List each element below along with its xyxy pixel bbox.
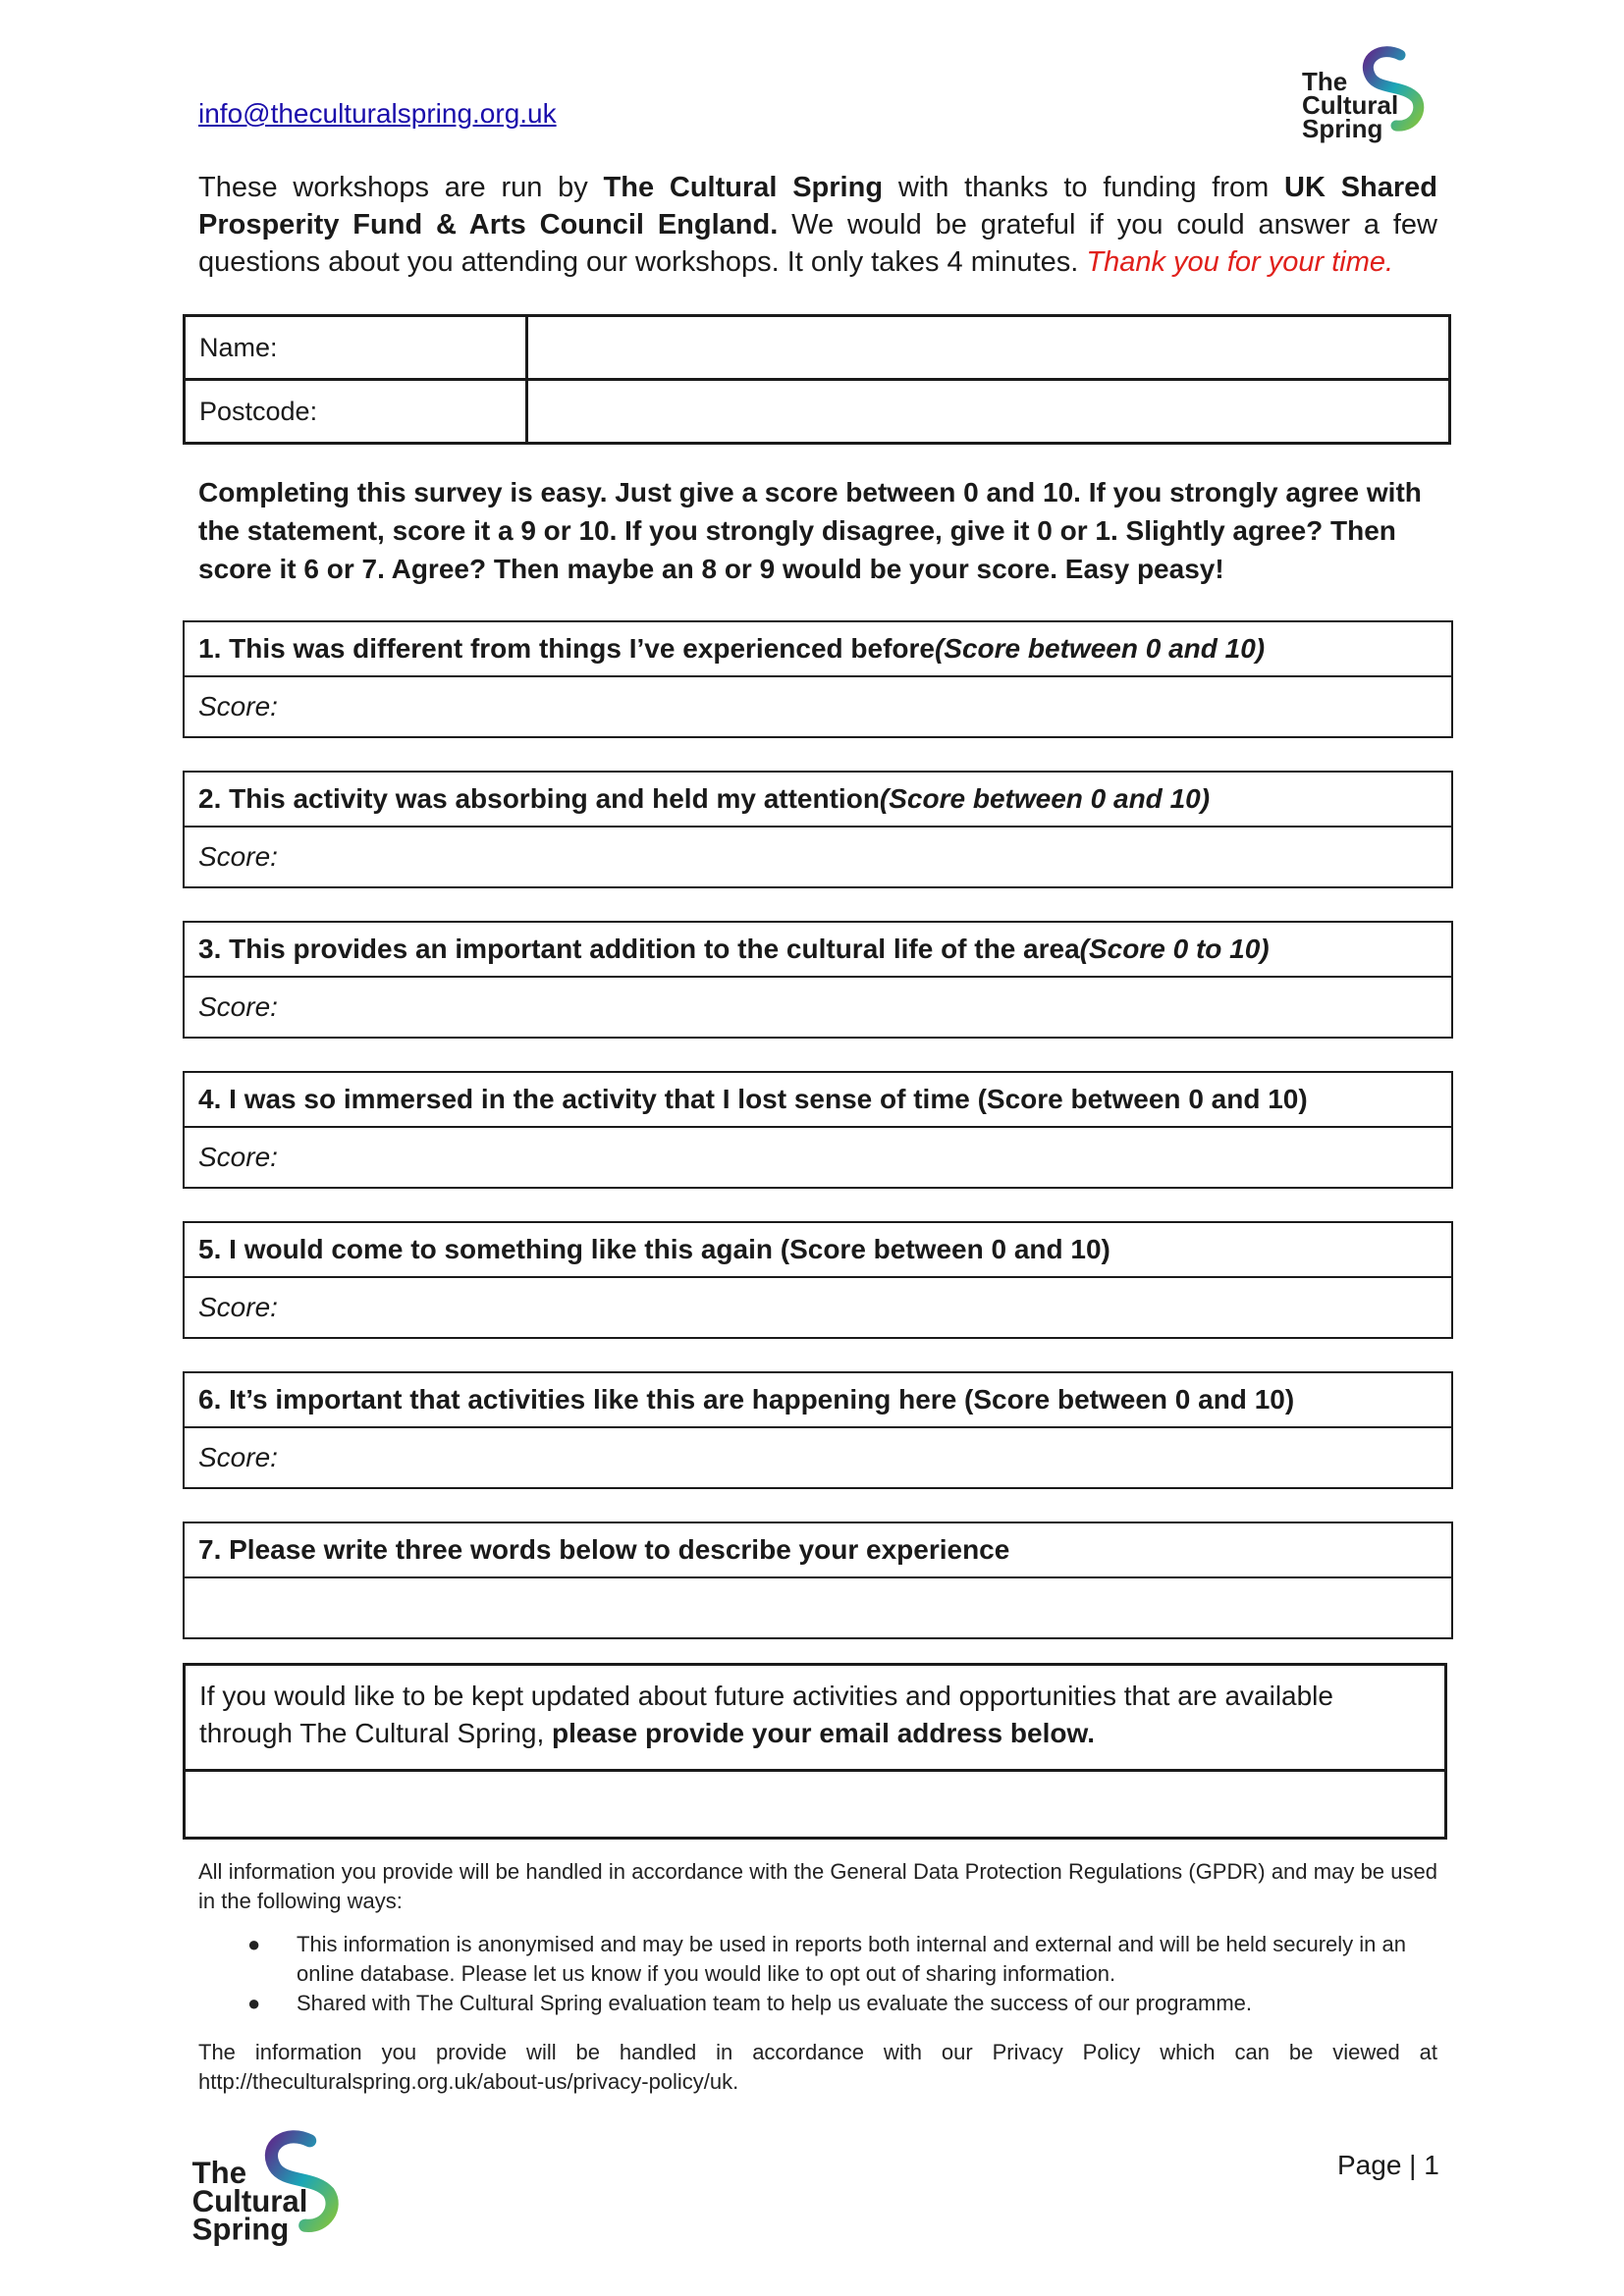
question-1-score-field[interactable]: Score: <box>198 691 278 721</box>
question-5-box <box>183 1221 1453 1339</box>
question-2-score-field[interactable]: Score: <box>198 841 278 872</box>
email-signup-box <box>183 1663 1447 1840</box>
name-row <box>185 316 1450 380</box>
question-5-text: 5. I would come to something like this again (Score between 0 and 10) <box>185 1223 1451 1278</box>
cultural-spring-logo-icon <box>1294 41 1441 149</box>
question-7-answer-field[interactable] <box>185 1578 1451 1637</box>
postcode-label: Postcode: <box>185 380 527 444</box>
logo-line-3: Spring <box>1302 114 1383 143</box>
intro-paragraph <box>198 169 1437 281</box>
question-5-score-field[interactable]: Score: <box>198 1292 278 1322</box>
intro-funders: UK Shared Prosperity Fund & Arts Council England. <box>198 172 1438 240</box>
question-3-text: 3. This provides an important addition to the cultural life of the area (Score 0 to 10) <box>185 923 1451 978</box>
page-number: Page | 1 <box>1337 2150 1439 2180</box>
question-6-score-field[interactable]: Score: <box>198 1442 278 1472</box>
question-7-text: 7. Please write three words below to describe your experience <box>185 1523 1451 1578</box>
footer-logo <box>183 2124 359 2254</box>
question-6-box <box>183 1371 1453 1489</box>
intro-org-name: The Cultural Spring <box>603 172 884 203</box>
cultural-spring-footer-logo-icon <box>183 2124 359 2254</box>
contact-email-link[interactable]: info@theculturalspring.org.uk <box>198 98 557 129</box>
footer-logo-line-2: Cultural <box>191 2183 308 2218</box>
intro-text-3: We would be grateful if you could answer a few questions about you attending our workshops. It only takes 4 minutes. <box>198 209 1437 278</box>
intro-text-2: with thanks to funding from <box>883 172 1285 203</box>
email-address-field[interactable] <box>186 1772 1444 1837</box>
header-logo <box>1294 41 1441 149</box>
question-4-text: 4. I was so immersed in the activity that I lost sense of time (Score between 0 and 10) <box>185 1073 1451 1128</box>
footer-logo-line-3: Spring <box>191 2212 290 2247</box>
email-signup-text: If you would like to be kept updated about future activities and opportunities that are available through The Cultural Spring, please provide your email address below. <box>186 1666 1444 1772</box>
gdpr-bullet-list <box>198 1930 1437 2018</box>
respondent-info-table <box>183 314 1451 445</box>
intro-text-1: These workshops are run by <box>198 172 604 203</box>
footer-logo-line-1: The <box>191 2156 247 2190</box>
postcode-field[interactable] <box>527 380 1450 444</box>
question-4-score-field[interactable]: Score: <box>198 1142 278 1172</box>
question-1-text: 1. This was different from things I’ve experienced before (Score between 0 and 10) <box>185 622 1451 677</box>
gdpr-bullet-1: ● This information is anonymised and may be used in reports both internal and external and will be held securely in an online database. Please let us know if you would like to opt out of sharing information. <box>247 1932 1406 1986</box>
survey-instructions: Completing this survey is easy. Just give a score between 0 and 10. If you strongly agree with the statement, score it a 9 or 10. If you strongly disagree, give it 0 or 1. Slightly agree? Then score it 6 or 7. Agree? Then maybe an 8 or 9 would be your score. Easy peasy! <box>198 477 1422 584</box>
privacy-policy-text: The information you provide will be handled in accordance with our Privacy Policy which can be viewed at http://theculturalspring.org.uk/about-us/privacy-policy/uk. <box>198 2040 1437 2094</box>
question-7-box <box>183 1522 1453 1639</box>
postcode-row <box>185 380 1450 444</box>
question-2-text: 2. This activity was absorbing and held my attention (Score between 0 and 10) <box>185 773 1451 828</box>
question-2-box <box>183 771 1453 888</box>
question-6-text: 6. It’s important that activities like this are happening here (Score between 0 and 10) <box>185 1373 1451 1428</box>
gdpr-intro: All information you provide will be handled in accordance with the General Data Protection Regulations (GPDR) and may be used in the following ways: <box>198 1859 1437 1913</box>
logo-line-2: Cultural <box>1302 90 1399 120</box>
logo-line-1: The <box>1302 67 1348 96</box>
question-4-box <box>183 1071 1453 1189</box>
question-1-box <box>183 620 1453 738</box>
name-label: Name: <box>185 316 527 380</box>
question-3-score-field[interactable]: Score: <box>198 991 278 1022</box>
intro-thanks: Thank you for your time. <box>1086 246 1394 278</box>
gdpr-bullet-2: ● Shared with The Cultural Spring evaluation team to help us evaluate the success of our programme. <box>247 1991 1253 2015</box>
question-3-box <box>183 921 1453 1039</box>
name-field[interactable] <box>527 316 1450 380</box>
